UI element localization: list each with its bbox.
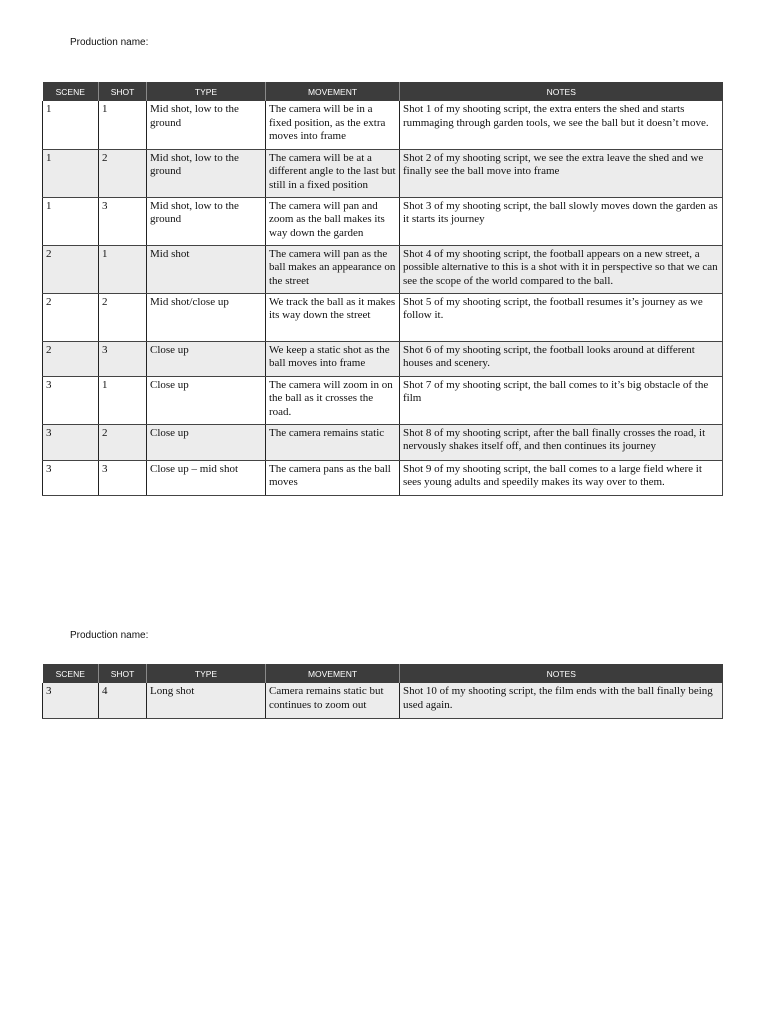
cell-movement: The camera will zoom in on the ball as it crosses the road. (266, 376, 400, 424)
header-movement: MOVEMENT (266, 82, 400, 101)
cell-movement: The camera will pan and zoom as the ball makes its way down the garden (266, 197, 400, 245)
cell-shot: 4 (99, 683, 147, 718)
cell-notes: Shot 10 of my shooting script, the film ends with the ball finally being used again. (400, 683, 723, 718)
cell-movement: The camera will be in a fixed position, as the extra moves into frame (266, 101, 400, 149)
table-header-row (43, 82, 723, 101)
cell-shot: 2 (99, 424, 147, 460)
table-row (43, 101, 723, 149)
cell-shot: 3 (99, 341, 147, 376)
cell-type: Close up (147, 341, 266, 376)
table-row (43, 341, 723, 376)
header-notes: NOTES (400, 664, 723, 683)
cell-shot: 3 (99, 197, 147, 245)
cell-notes: Shot 9 of my shooting script, the ball comes to a large field where it sees young adults and speedily makes its way over to them. (400, 460, 723, 495)
header-type: TYPE (147, 82, 266, 101)
cell-scene: 3 (43, 424, 99, 460)
cell-shot: 2 (99, 293, 147, 341)
table-row (43, 197, 723, 245)
cell-scene: 2 (43, 341, 99, 376)
cell-scene: 1 (43, 197, 99, 245)
table-row (43, 245, 723, 293)
cell-type: Close up – mid shot (147, 460, 266, 495)
cell-movement: We track the ball as it makes its way down the street (266, 293, 400, 341)
shot-list-table (42, 664, 723, 719)
cell-scene: 3 (43, 460, 99, 495)
cell-shot: 1 (99, 245, 147, 293)
cell-notes: Shot 7 of my shooting script, the ball comes to it’s big obstacle of the film (400, 376, 723, 424)
cell-type: Mid shot (147, 245, 266, 293)
cell-shot: 1 (99, 101, 147, 149)
header-shot: SHOT (99, 82, 147, 101)
cell-movement: The camera pans as the ball moves (266, 460, 400, 495)
cell-scene: 3 (43, 376, 99, 424)
production-name-label: Production name: (70, 37, 149, 48)
cell-type: Mid shot, low to the ground (147, 197, 266, 245)
header-type: TYPE (147, 664, 266, 683)
header-notes: NOTES (400, 82, 723, 101)
cell-type: Mid shot, low to the ground (147, 149, 266, 197)
cell-notes: Shot 2 of my shooting script, we see the extra leave the shed and we finally see the ball move into frame (400, 149, 723, 197)
cell-notes: Shot 5 of my shooting script, the football resumes it’s journey as we follow it. (400, 293, 723, 341)
header-shot: SHOT (99, 664, 147, 683)
table-row (43, 460, 723, 495)
cell-shot: 2 (99, 149, 147, 197)
header-scene: SCENE (43, 82, 99, 101)
cell-notes: Shot 4 of my shooting script, the football appears on a new street, a possible alternative to this is a shot with it in perspective so that we can see the scope of the world compared to the ball. (400, 245, 723, 293)
table-row (43, 424, 723, 460)
cell-movement: The camera will be at a different angle to the last but still in a fixed position (266, 149, 400, 197)
header-movement: MOVEMENT (266, 664, 400, 683)
header-scene: SCENE (43, 664, 99, 683)
table-row (43, 293, 723, 341)
cell-scene: 1 (43, 149, 99, 197)
table-row (43, 683, 723, 718)
table-row (43, 376, 723, 424)
cell-scene: 3 (43, 683, 99, 718)
cell-scene: 2 (43, 293, 99, 341)
table-header-row (43, 664, 723, 683)
cell-scene: 1 (43, 101, 99, 149)
cell-notes: Shot 3 of my shooting script, the ball slowly moves down the garden as it starts its journey (400, 197, 723, 245)
cell-type: Mid shot, low to the ground (147, 101, 266, 149)
cell-shot: 1 (99, 376, 147, 424)
cell-movement: Camera remains static but continues to zoom out (266, 683, 400, 718)
cell-movement: We keep a static shot as the ball moves into frame (266, 341, 400, 376)
production-name-label: Production name: (70, 630, 149, 641)
shot-list-table (42, 82, 723, 496)
cell-type: Close up (147, 376, 266, 424)
cell-notes: Shot 8 of my shooting script, after the ball finally crosses the road, it nervously shakes itself off, and then continues its journey (400, 424, 723, 460)
cell-shot: 3 (99, 460, 147, 495)
table-row (43, 149, 723, 197)
cell-movement: The camera will pan as the ball makes an appearance on the street (266, 245, 400, 293)
cell-scene: 2 (43, 245, 99, 293)
cell-notes: Shot 6 of my shooting script, the football looks around at different houses and scenery. (400, 341, 723, 376)
cell-type: Mid shot/close up (147, 293, 266, 341)
cell-notes: Shot 1 of my shooting script, the extra enters the shed and starts rummaging through garden tools, we see the ball but it doesn’t move. (400, 101, 723, 149)
cell-movement: The camera remains static (266, 424, 400, 460)
cell-type: Close up (147, 424, 266, 460)
cell-type: Long shot (147, 683, 266, 718)
